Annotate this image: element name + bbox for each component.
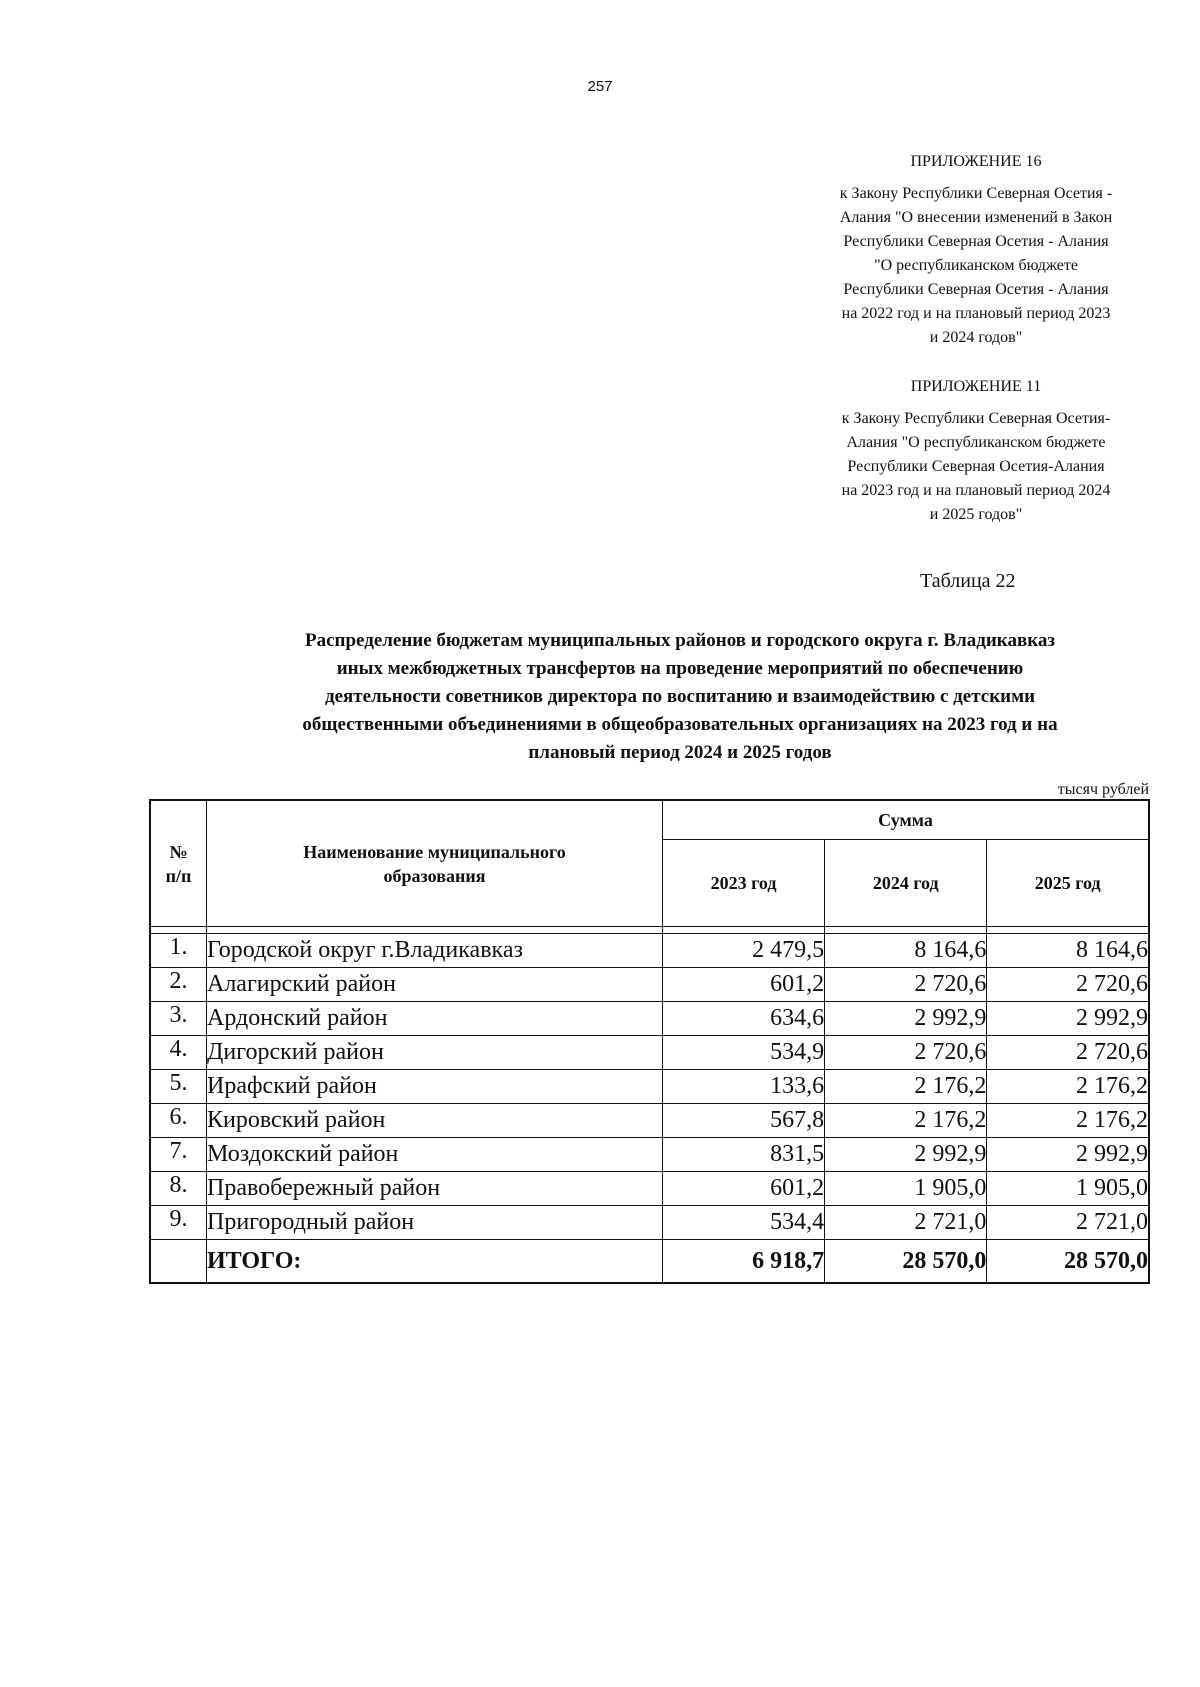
row-value-2025: 8 164,6 [987, 934, 1149, 968]
table-row [150, 1172, 1149, 1206]
row-name: Ирафский район [207, 1070, 663, 1104]
row-value-2024: 2 992,9 [825, 1138, 987, 1172]
appendix-11-line: Республики Северная Осетия-Алания [847, 458, 1105, 475]
appendix-16-line: на 2022 год и на плановый период 2023 [841, 305, 1111, 322]
row-value-2023: 601,2 [663, 1172, 825, 1206]
row-value-2024: 8 164,6 [825, 934, 987, 968]
row-num: 7. [150, 1138, 207, 1172]
table-label: Таблица 22 [920, 570, 1016, 592]
appendix-16-line: "О республиканском бюджете [874, 257, 1078, 274]
total-row [150, 1240, 1149, 1284]
table-row [150, 1036, 1149, 1070]
row-num: 6. [150, 1104, 207, 1138]
row-value-2023: 534,9 [663, 1036, 825, 1070]
row-name: Кировский район [207, 1104, 663, 1138]
row-name: Правобережный район [207, 1172, 663, 1206]
table-row [150, 934, 1149, 968]
row-value-2024: 2 176,2 [825, 1070, 987, 1104]
row-name: Моздокский район [207, 1138, 663, 1172]
row-value-2023: 634,6 [663, 1002, 825, 1036]
title-line: общественными объединениями в общеобразовательных организациях на 2023 год и на [302, 714, 1058, 735]
row-value-2025: 2 720,6 [987, 1036, 1149, 1070]
document-title [160, 627, 1200, 767]
appendix-16-title: ПРИЛОЖЕНИЕ 16 [910, 153, 1042, 170]
appendix-11-title: ПРИЛОЖЕНИЕ 11 [910, 378, 1042, 395]
appendix-16-line: Республики Северная Осетия - Алания [843, 233, 1109, 250]
row-value-2024: 2 992,9 [825, 1002, 987, 1036]
row-name: Ардонский район [207, 1002, 663, 1036]
row-num: 3. [150, 1002, 207, 1036]
budget-table [149, 799, 1150, 1284]
total-value-2025: 28 570,0 [987, 1240, 1149, 1284]
row-value-2025: 2 176,2 [987, 1104, 1149, 1138]
header-sum: Сумма [663, 800, 1150, 840]
total-value-2024: 28 570,0 [825, 1240, 987, 1284]
row-value-2023: 601,2 [663, 968, 825, 1002]
header-year-2023: 2023 год [663, 840, 825, 927]
appendix-16-block [796, 150, 1156, 350]
row-value-2024: 2 720,6 [825, 1036, 987, 1070]
table-row [150, 1070, 1149, 1104]
row-value-2025: 2 721,0 [987, 1206, 1149, 1240]
appendix-11-block [796, 375, 1156, 527]
row-num: 4. [150, 1036, 207, 1070]
header-name [207, 800, 663, 927]
total-value-2023: 6 918,7 [663, 1240, 825, 1284]
row-name: Городской округ г.Владикавказ [207, 934, 663, 968]
appendix-16-line: Республики Северная Осетия - Алания [843, 281, 1109, 298]
row-value-2023: 133,6 [663, 1070, 825, 1104]
row-value-2024: 1 905,0 [825, 1172, 987, 1206]
row-name: Пригородный район [207, 1206, 663, 1240]
header-name-line2: образования [383, 865, 486, 886]
units-label: тысяч рублей [1057, 781, 1149, 798]
title-line: Распределение бюджетам муниципальных районов и городского округа г. Владикавказ [304, 630, 1056, 651]
spacer-row [150, 927, 1149, 934]
row-name: Алагирский район [207, 968, 663, 1002]
table-row [150, 1138, 1149, 1172]
appendix-16-line: Алания "О внесении изменений в Закон [839, 209, 1113, 226]
row-num: 8. [150, 1172, 207, 1206]
page-number: 257 [587, 78, 613, 95]
header-name-line1: Наименование муниципального [303, 841, 566, 862]
header-num-line1: № [169, 841, 188, 862]
title-line: деятельности советников директора по воспитанию и взаимодействию с детскими [324, 686, 1036, 707]
row-name: Дигорский район [207, 1036, 663, 1070]
row-num: 1. [150, 934, 207, 968]
row-value-2025: 2 992,9 [987, 1002, 1149, 1036]
row-value-2024: 2 176,2 [825, 1104, 987, 1138]
table-row [150, 1206, 1149, 1240]
row-value-2023: 2 479,5 [663, 934, 825, 968]
title-line: иных межбюджетных трансфертов на проведение мероприятий по обеспечению [336, 658, 1024, 679]
appendix-11-line: к Закону Республики Северная Осетия- [841, 410, 1111, 427]
appendix-11-line: на 2023 год и на плановый период 2024 [841, 482, 1111, 499]
row-num: 2. [150, 968, 207, 1002]
appendix-11-line: Алания "О республиканском бюджете [846, 434, 1106, 451]
row-num: 9. [150, 1206, 207, 1240]
row-value-2023: 534,4 [663, 1206, 825, 1240]
table-row [150, 1002, 1149, 1036]
row-value-2024: 2 720,6 [825, 968, 987, 1002]
table-row [150, 1104, 1149, 1138]
row-value-2025: 2 720,6 [987, 968, 1149, 1002]
appendix-16-line: к Закону Республики Северная Осетия - [839, 185, 1113, 202]
row-value-2025: 1 905,0 [987, 1172, 1149, 1206]
row-value-2023: 567,8 [663, 1104, 825, 1138]
header-num [150, 800, 207, 927]
total-label: ИТОГО: [207, 1240, 663, 1284]
title-line: плановый период 2024 и 2025 годов [528, 742, 832, 763]
header-year-2024: 2024 год [825, 840, 987, 927]
row-value-2025: 2 176,2 [987, 1070, 1149, 1104]
header-num-line2: п/п [165, 865, 192, 886]
table-row [150, 968, 1149, 1002]
appendix-11-line: и 2025 годов" [929, 506, 1023, 523]
row-num: 5. [150, 1070, 207, 1104]
header-year-2025: 2025 год [987, 840, 1149, 927]
total-num-cell [150, 1240, 207, 1284]
row-value-2023: 831,5 [663, 1138, 825, 1172]
row-value-2025: 2 992,9 [987, 1138, 1149, 1172]
row-value-2024: 2 721,0 [825, 1206, 987, 1240]
appendix-16-line: и 2024 годов" [929, 329, 1023, 346]
